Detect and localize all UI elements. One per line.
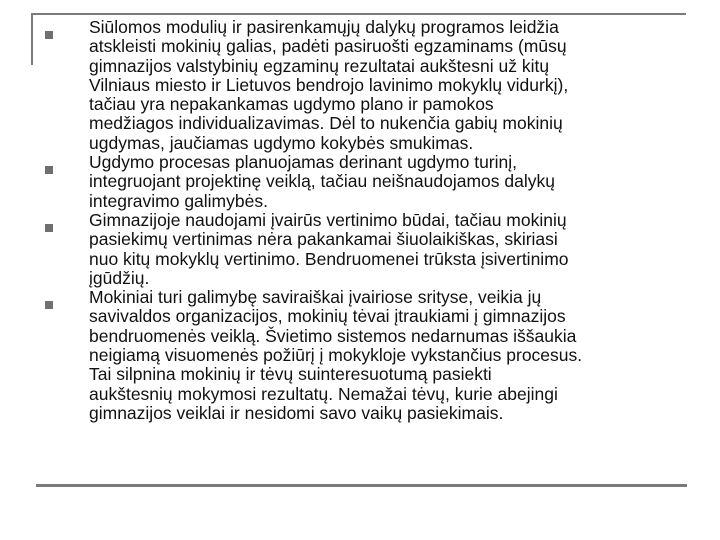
slide-frame-left-rule: [31, 13, 33, 65]
bullet-item-4: [40, 288, 680, 423]
bullet-text-3: Gimnazijoje naudojami įvairūs vertinimo būdai, tačiau mokinių pasiekimų vertinimas nėra pakankamai šiuolaikiškas, skiriasi nuo kitų mokyklų vertinimo. Bendruomenei trūksta įsivertinimo įgūdžių.: [89, 209, 569, 288]
slide-frame-bottom-rule: [36, 484, 687, 487]
bullet-item-2: [40, 153, 680, 211]
square-bullet-icon: [45, 224, 53, 232]
bullet-list: [40, 18, 680, 423]
bullet-text-1: Siūlomos modulių ir pasirenkamųjų dalykų programos leidžia atskleisti mokinių galias, padėti pasiruošti egzaminams (mūsų gimnazijos valstybinių egzaminų rezultatai aukštesni už kitų Vilniaus miesto ir Lietuvos bendrojo lavinimo mokyklų vidurkį), tačiau yra nepakankamas ugdymo plano ir pamokos medžiagos individualizavimas. Dėl to nukenčia gabių mokinių ugdymas, jaučiamas ugdymo kokybės smukimas.: [89, 17, 569, 153]
square-bullet-icon: [45, 301, 53, 309]
square-bullet-icon: [45, 166, 53, 174]
bullet-item-3: [40, 211, 680, 288]
bullet-text-4: Mokiniai turi galimybę saviraiškai įvairiose srityse, veikia jų savivaldos organizacijos, mokinių tėvai įtraukiami į gimnazijos bendruomenės veiklą. Švietimo sistemos nedarnumas iššaukia neigiamą visuomenės požiūrį į mokykloje vykstančius procesus. Tai silpnina mokinių ir tėvų suinteresuotumą pasiekti aukštesnių mokymosi rezultatų. Nemažai tėvų, kurie abejingi gimnazijos veiklai ir nesidomi savo vaikų pasiekimais.: [89, 287, 583, 423]
bullet-item-1: [40, 18, 680, 153]
bullet-text-2: Ugdymo procesas planuojamas derinant ugdymo turinį, integruojant projektinę veiklą, tačiau neišnaudojamos dalykų integravimo galimybės.: [89, 152, 555, 211]
slide-frame-top-rule: [31, 13, 686, 15]
square-bullet-icon: [45, 31, 53, 39]
